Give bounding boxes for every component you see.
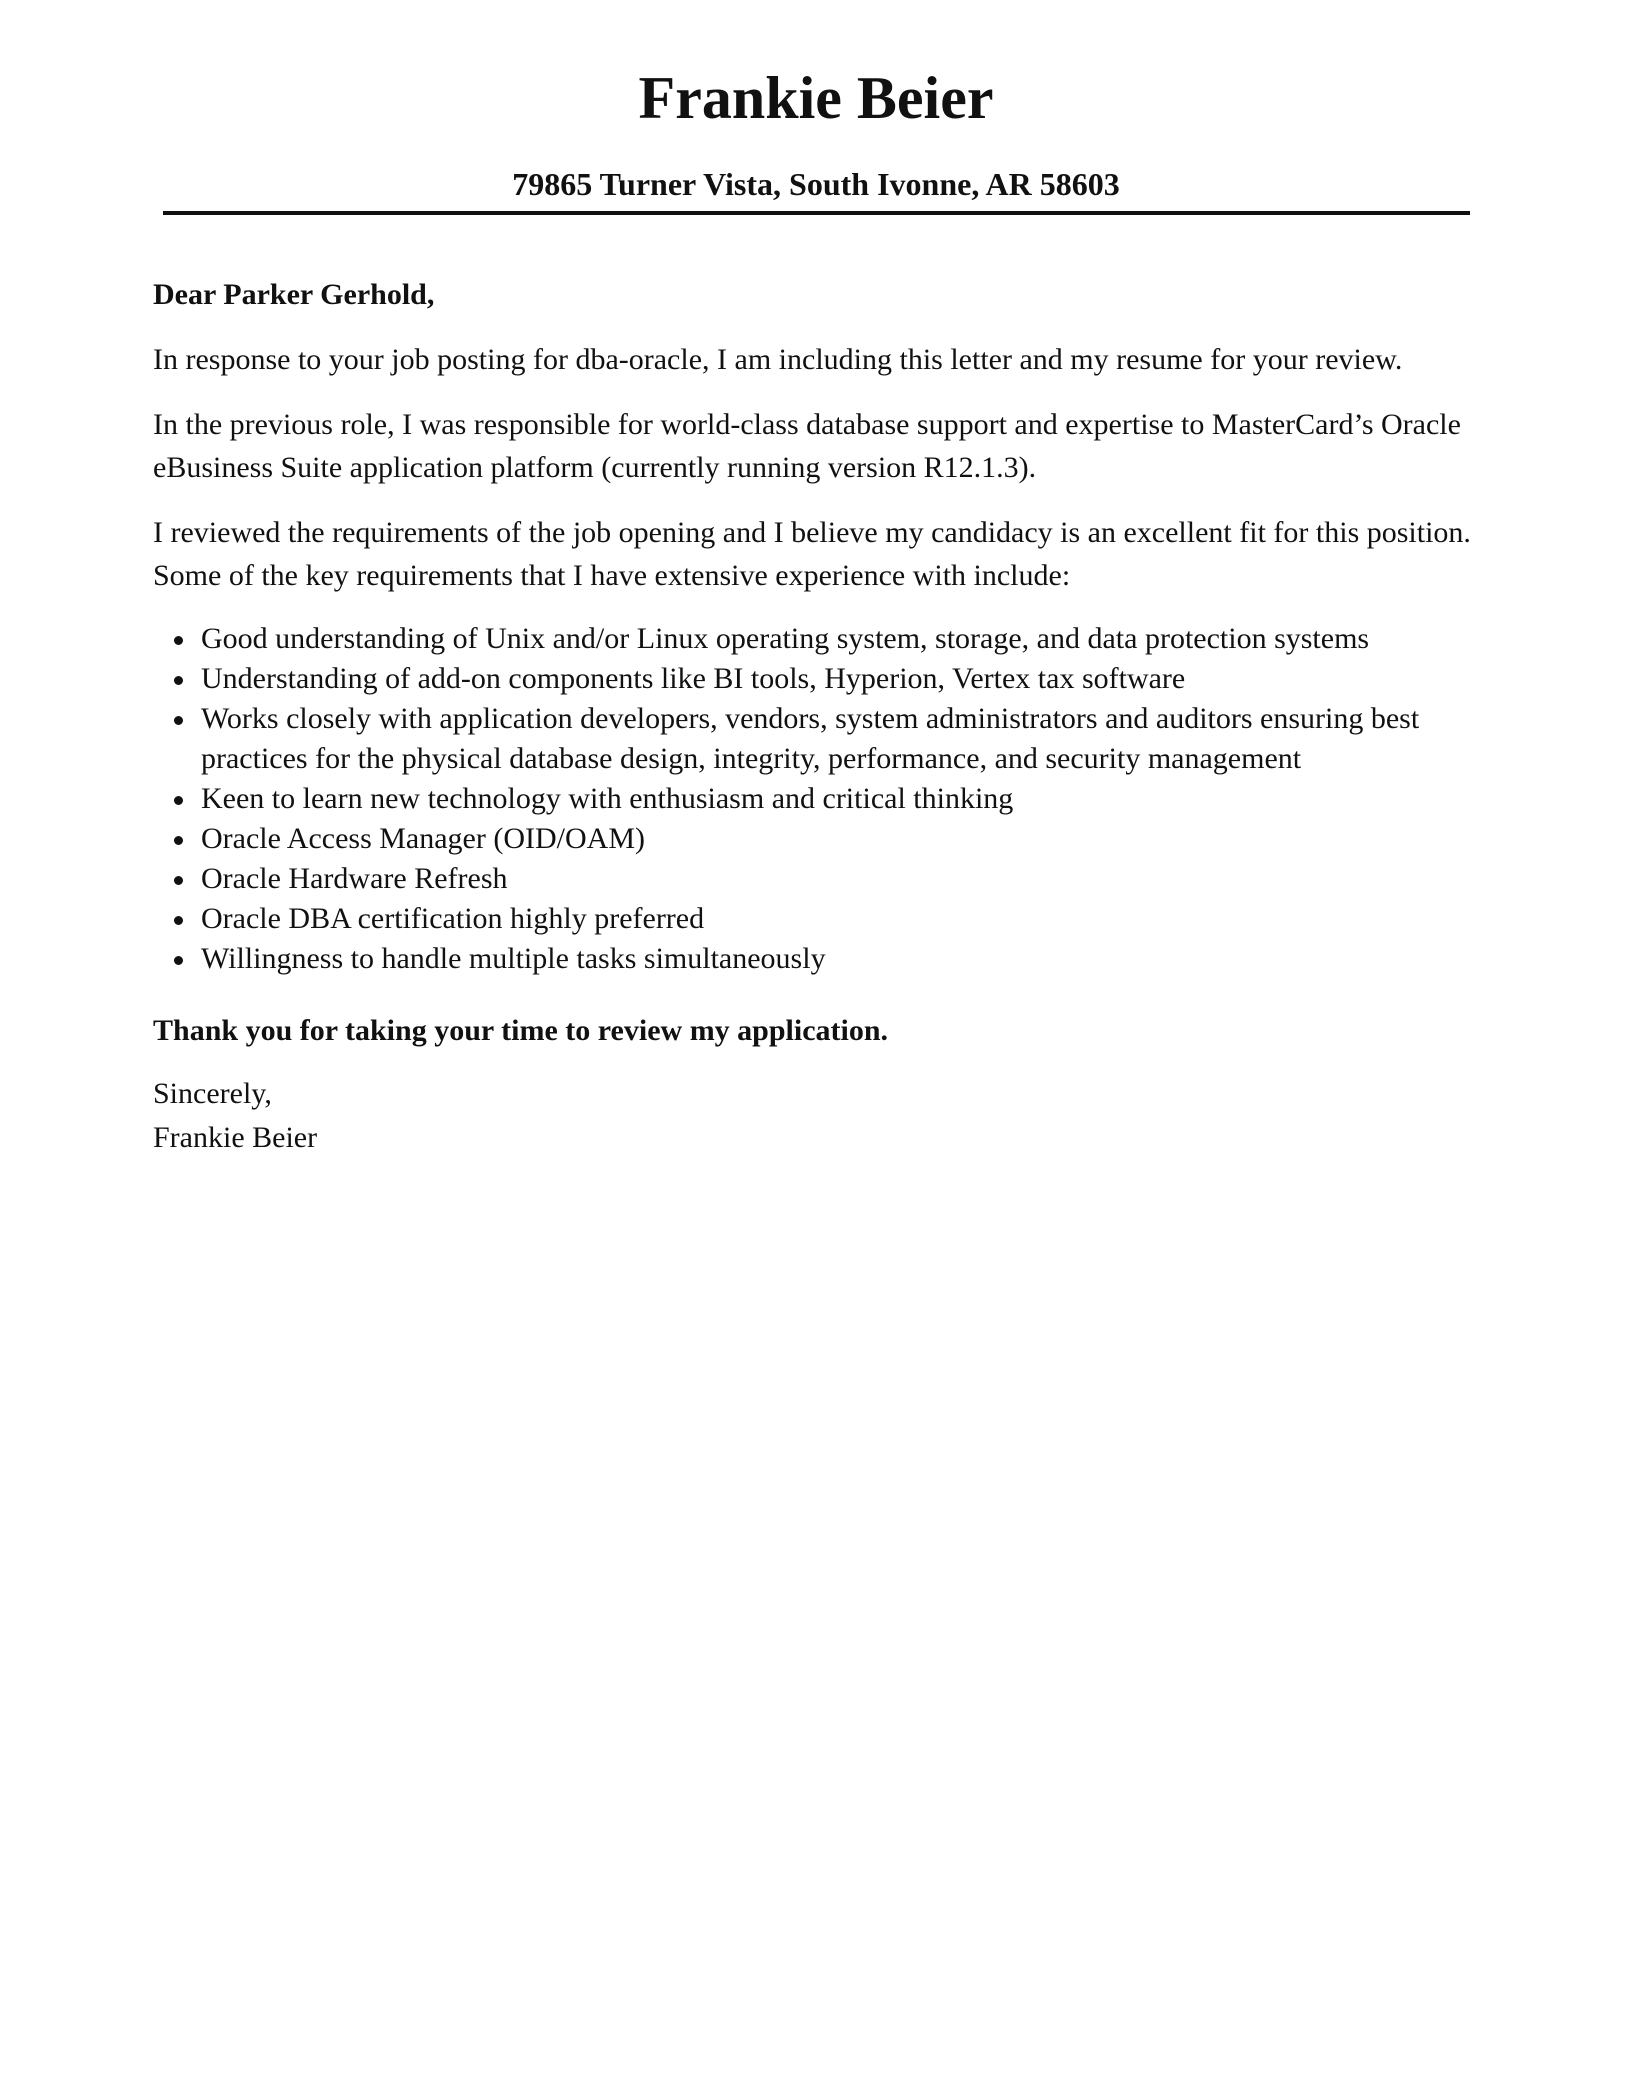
- salutation: Dear Parker Gerhold,: [153, 278, 435, 311]
- bullet-icon: [174, 916, 183, 925]
- sender-address: 79865 Turner Vista, South Ivonne, AR 58603: [512, 166, 1120, 202]
- list-item-text: Understanding of add-on components like BI tools, Hyperion, Vertex tax software: [201, 662, 1186, 695]
- bullet-icon: [174, 676, 183, 685]
- list-item: [153, 619, 1483, 659]
- bullet-icon: [174, 956, 183, 965]
- list-item: [153, 779, 1483, 819]
- list-item-text: Oracle Hardware Refresh: [201, 862, 508, 895]
- list-item: [153, 699, 1483, 779]
- list-item-text: Oracle Access Manager (OID/OAM): [201, 822, 645, 855]
- requirements-list: [153, 619, 1483, 979]
- bullet-icon: [174, 716, 183, 725]
- paragraph-previous-role: In the previous role, I was responsible for world-class database support and expertise to MasterCard’s Oracle eBusiness Suite application platform (currently running version R12.1.3).: [153, 408, 1461, 484]
- letter-body: [153, 273, 1483, 1160]
- bullet-icon: [174, 636, 183, 645]
- signoff-block: [153, 1072, 1483, 1160]
- list-item-text: Oracle DBA certification highly preferred: [201, 902, 705, 935]
- list-item: [153, 819, 1483, 859]
- list-item: [153, 899, 1483, 939]
- bullet-icon: [174, 796, 183, 805]
- signature: Frankie Beier: [153, 1121, 318, 1154]
- closing-line: Thank you for taking your time to review my application.: [153, 1014, 889, 1047]
- list-item-text: Works closely with application developers, vendors, system administrators and auditors ensuring best practices for the physical database design, integrity, performance, and security management: [201, 702, 1420, 775]
- list-item-text: Willingness to handle multiple tasks simultaneously: [201, 942, 826, 975]
- list-item-text: Keen to learn new technology with enthusiasm and critical thinking: [201, 782, 1014, 815]
- list-item-text: Good understanding of Unix and/or Linux operating system, storage, and data protection systems: [201, 622, 1370, 655]
- list-item: [153, 939, 1483, 979]
- header-divider: [163, 211, 1470, 215]
- bullet-icon: [174, 876, 183, 885]
- signoff: Sincerely,: [153, 1077, 272, 1110]
- bullet-icon: [174, 836, 183, 845]
- sender-name: Frankie Beier: [638, 65, 994, 131]
- list-item: [153, 859, 1483, 899]
- paragraph-requirements: I reviewed the requirements of the job opening and I believe my candidacy is an excellent fit for this position. Some of the key requirements that I have extensive experience with include:: [153, 516, 1471, 592]
- list-item: [153, 659, 1483, 699]
- paragraph-intro: In response to your job posting for dba-oracle, I am including this letter and my resume for your review.: [153, 343, 1403, 376]
